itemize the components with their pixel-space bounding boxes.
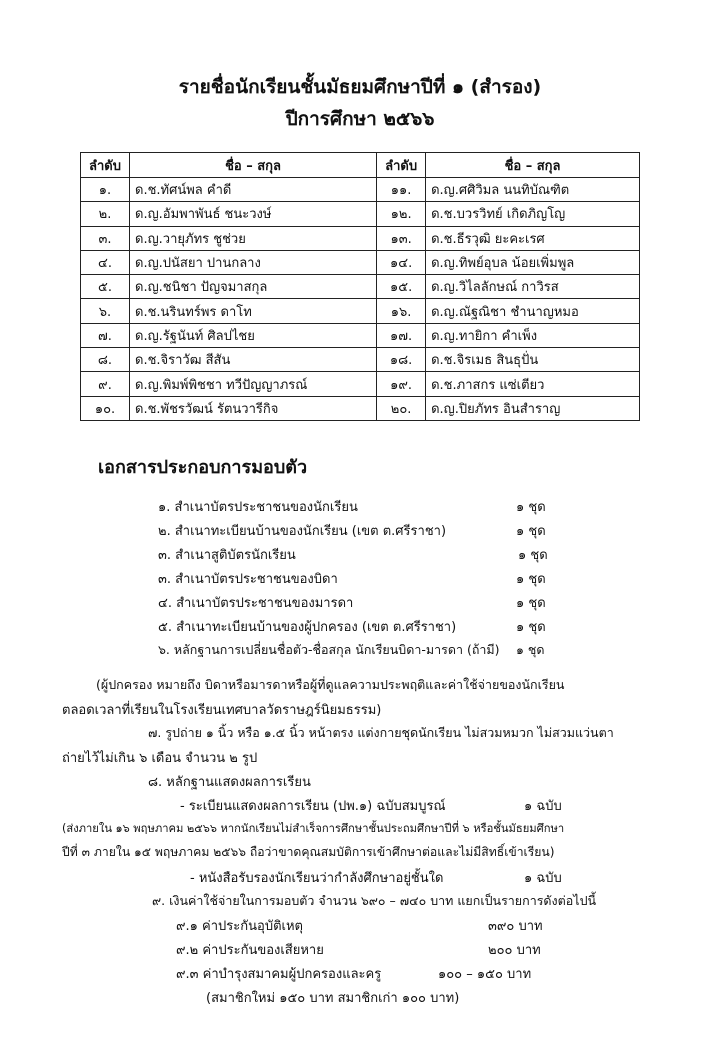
student-name: ด.ญ.ปิยภัทร อินสำราญ — [426, 396, 640, 420]
results-quantity: ๑ ฉบับ — [524, 871, 562, 886]
student-name: ด.ช.บวรวิทย์ เกิดภิญโญ — [426, 202, 640, 226]
student-number: ๙. — [81, 372, 130, 396]
document-quantity: ๑ ชุด — [516, 642, 545, 657]
table-row — [81, 202, 640, 226]
column-header-name: ชื่อ – สกุล — [130, 153, 377, 178]
page-title: รายชื่อนักเรียนชั้นมัธยมศึกษาปีที่ ๑ (สำรอง) — [178, 76, 542, 98]
document-item: ๖. หลักฐานการเปลี่ยนชื่อตัว-ชื่อสกุล นักเรียนบิดา-มารดา (ถ้ามี) — [158, 642, 500, 657]
student-number: ๒๐. — [377, 396, 426, 420]
photo-requirement: ๗. รูปถ่าย ๑ นิ้ว หรือ ๑.๕ นิ้ว หน้าตรง แต่งกายชุดนักเรียน ไม่สวมหมวก ไม่สวมแว่นตา — [148, 725, 614, 740]
document-item: ๓. สำเนาสูติบัตรนักเรียน — [158, 548, 296, 563]
student-number: ๑๒. — [377, 202, 426, 226]
table-row — [81, 250, 640, 274]
student-number: ๑๕. — [377, 275, 426, 299]
document-quantity: ๑ ชุด — [518, 548, 548, 563]
results-item: - หนังสือรับรองนักเรียนว่ากำลังศึกษาอยู่ชั้นใด — [190, 871, 444, 886]
student-name: ด.ญ.วิไลลักษณ์ กาวิรส — [426, 275, 640, 299]
fees-heading: ๙. เงินค่าใช้จ่ายในการมอบตัว จำนวน ๖๙๐ – ๗๔๐ บาท แยกเป็นรายการดังต่อไปนี้ — [152, 893, 597, 908]
document-item: ๒. สำเนาทะเบียนบ้านของนักเรียน (เขต ต.ศรีราชา) — [158, 524, 447, 539]
document-quantity: ๑ ชุด — [516, 500, 546, 515]
document-quantity: ๑ ชุด — [516, 572, 546, 587]
student-name: ด.ญ.ทิพย์อุบล น้อยเพิ่มพูล — [426, 250, 640, 274]
student-name: ด.ช.ภาสกร แซ่เตียว — [426, 372, 640, 396]
student-number: ๑๗. — [377, 323, 426, 347]
fees-note: (สมาชิกใหม่ ๑๕๐ บาท สมาชิกเก่า ๑๐๐ บาท) — [206, 991, 460, 1006]
student-number: ๘. — [81, 348, 130, 372]
table-row — [81, 299, 640, 323]
table-row — [81, 226, 640, 250]
fee-item-amount: ๒๐๐ บาท — [488, 943, 541, 958]
column-header-number: ลำดับ — [81, 153, 130, 178]
student-number: ๑๙. — [377, 372, 426, 396]
student-roster-table — [80, 152, 640, 421]
student-number: ๑๓. — [377, 226, 426, 250]
student-number: ๖. — [81, 299, 130, 323]
table-row — [81, 396, 640, 420]
student-name: ด.ช.พัชรวัฒน์ รัตนวารีกิจ — [130, 396, 377, 420]
student-name: ด.ญ.อัมพาพันธ์ ชนะวงษ์ — [130, 202, 377, 226]
table-row — [81, 323, 640, 347]
student-number: ๑๐. — [81, 396, 130, 420]
table-row — [81, 178, 640, 202]
results-note: ปีที่ ๓ ภายใน ๑๕ พฤษภาคม ๒๕๖๖ ถือว่าขาดคุณสมบัติการเข้าศึกษาต่อและไม่มีสิทธิ์เข้าเรียน) — [62, 845, 555, 859]
results-item: - ระเบียนแสดงผลการเรียน (ปพ.๑) ฉบับสมบูรณ์ — [180, 799, 446, 814]
student-name: ด.ช.จิรเมธ สินธุปั่น — [426, 348, 640, 372]
table-row — [81, 348, 640, 372]
document-item: ๑. สำเนาบัตรประชาชนของนักเรียน — [158, 500, 358, 515]
student-name: ด.ช.ธีรวุฒิ ยะคะเรศ — [426, 226, 640, 250]
fee-item-amount: ๑๐๐ – ๑๕๐ บาท — [438, 967, 532, 982]
student-number: ๑. — [81, 178, 130, 202]
student-name: ด.ญ.รัฐนันท์ ศิลปไชย — [130, 323, 377, 347]
document-quantity: ๑ ชุด — [516, 620, 546, 635]
document-item: ๕. สำเนาทะเบียนบ้านของผู้ปกครอง (เขต ต.ศรีราชา) — [158, 620, 457, 635]
student-number: ๒. — [81, 202, 130, 226]
student-name: ด.ญ.พิมพ์พิชชา ทวีปัญญาภรณ์ — [130, 372, 377, 396]
student-name: ด.ญ.วายุภัทร ชูช่วย — [130, 226, 377, 250]
document-item: ๔. สำเนาบัตรประชาชนของมารดา — [158, 596, 354, 611]
student-name: ด.ญ.ณัฐณิชา ชำนาญหมอ — [426, 299, 640, 323]
student-number: ๑๖. — [377, 299, 426, 323]
document-item: ๓. สำเนาบัตรประชาชนของบิดา — [158, 572, 338, 587]
student-number: ๔. — [81, 250, 130, 274]
student-name: ด.ช.จิราวัฒ สีสัน — [130, 348, 377, 372]
student-name: ด.ญ.ศศิวิมล นนทิบัณฑิต — [426, 178, 640, 202]
student-number: ๕. — [81, 275, 130, 299]
column-header-number: ลำดับ — [377, 153, 426, 178]
table-header-row — [81, 153, 640, 178]
student-number: ๗. — [81, 323, 130, 347]
guardian-note: ตลอดเวลาที่เรียนในโรงเรียนเทศบาลวัดราษฎร์นิยมธรรม) — [62, 703, 382, 718]
fee-item-label: ๙.๑ ค่าประกันอุบัติเหตุ — [176, 919, 303, 934]
photo-requirement: ถ่ายไว้ไม่เกิน ๖ เดือน จำนวน ๒ รูป — [62, 751, 258, 766]
results-note: (ส่งภายใน ๑๖ พฤษภาคม ๒๕๖๖ หากนักเรียนไม่สำเร็จการศึกษาชั้นประถมศึกษาปีที่ ๖ หรือชั้นมัธยมศึกษา — [62, 822, 565, 835]
student-name: ด.ญ.ชนิชา ปัญจมาสกุล — [130, 275, 377, 299]
student-name: ด.ช.นรินทร์พร ดาโท — [130, 299, 377, 323]
fee-item-amount: ๓๙๐ บาท — [488, 919, 543, 934]
student-number: ๓. — [81, 226, 130, 250]
academic-year: ปีการศึกษา ๒๕๖๖ — [285, 108, 435, 130]
column-header-name: ชื่อ – สกุล — [426, 153, 640, 178]
document-quantity: ๑ ชุด — [516, 524, 546, 539]
results-heading: ๘. หลักฐานแสดงผลการเรียน — [148, 775, 311, 790]
student-name: ด.ญ.ทายิกา คำเพ็ง — [426, 323, 640, 347]
results-quantity: ๑ ฉบับ — [524, 799, 562, 814]
student-number: ๑๘. — [377, 348, 426, 372]
documents-heading: เอกสารประกอบการมอบตัว — [98, 457, 308, 478]
student-name: ด.ช.ทัศน์พล คำดี — [130, 178, 377, 202]
fee-item-label: ๙.๓ ค่าบำรุงสมาคมผู้ปกครองและครู — [176, 967, 382, 982]
student-number: ๑๑. — [377, 178, 426, 202]
guardian-note: (ผู้ปกครอง หมายถึง บิดาหรือมารดาหรือผู้ที่ดูแลความประพฤติและค่าใช้จ่ายของนักเรียน — [96, 677, 565, 692]
fee-item-label: ๙.๒ ค่าประกันของเสียหาย — [176, 943, 324, 958]
document-quantity: ๑ ชุด — [516, 596, 546, 611]
student-number: ๑๔. — [377, 250, 426, 274]
table-row — [81, 372, 640, 396]
table-row — [81, 275, 640, 299]
student-name: ด.ญ.ปนัสยา ปานกลาง — [130, 250, 377, 274]
